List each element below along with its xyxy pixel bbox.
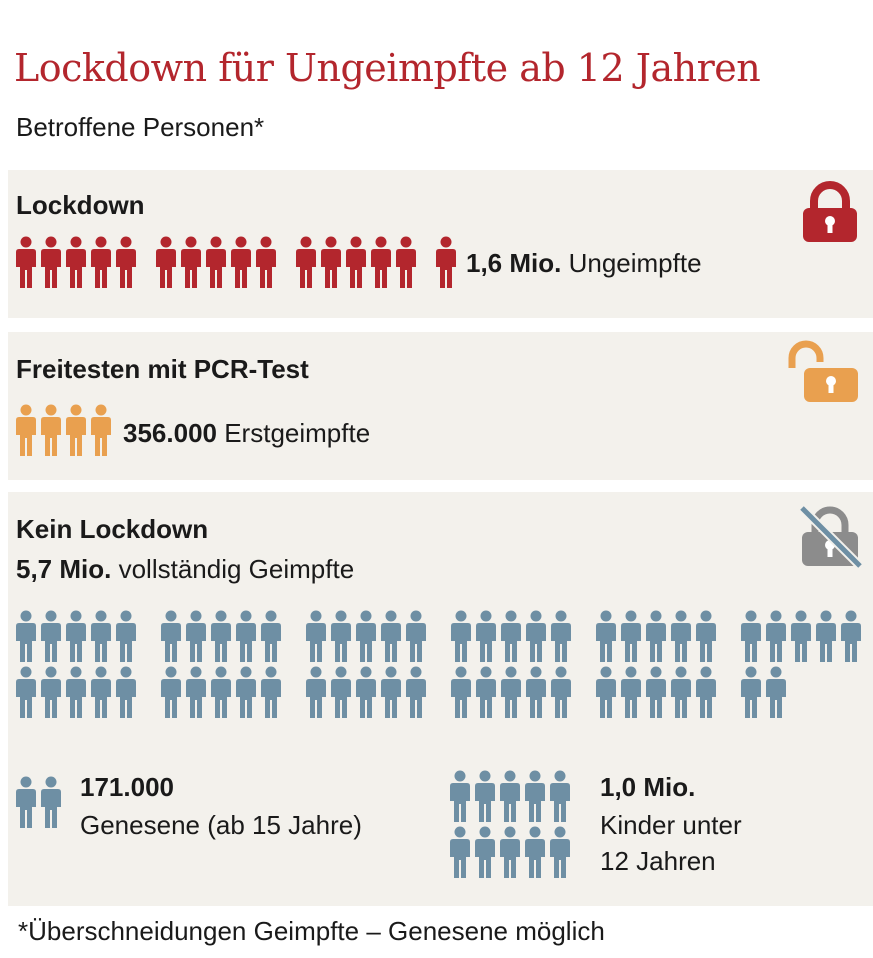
vaccinated-person-icon — [501, 610, 521, 662]
vaccinated-person-icon — [451, 666, 471, 718]
lockdown-person-icon — [66, 236, 86, 288]
child-person-icon — [475, 826, 495, 878]
genesene-value: 171.000 — [80, 772, 174, 802]
vaccinated-person-icon — [551, 610, 571, 662]
child-person-icon — [450, 770, 470, 822]
vaccinated-person-icon — [236, 666, 256, 718]
vaccinated-person-icon — [476, 666, 496, 718]
vaccinated-person-icon — [741, 666, 761, 718]
lockdown-person-icon — [16, 236, 36, 288]
free-headline-value: 5,7 Mio. — [16, 554, 112, 584]
vaccinated-person-icon — [211, 610, 231, 662]
vaccinated-person-icon — [66, 610, 86, 662]
lockdown-value-line — [466, 248, 702, 279]
child-person-icon — [525, 826, 545, 878]
vaccinated-person-icon — [356, 610, 376, 662]
lockdown-person-icon — [206, 236, 226, 288]
vaccinated-person-icon — [526, 610, 546, 662]
pcr-person-icon — [16, 404, 36, 456]
child-person-icon — [500, 826, 520, 878]
vaccinated-person-icon — [596, 610, 616, 662]
vaccinated-person-icon — [621, 610, 641, 662]
vaccinated-person-icon — [406, 666, 426, 718]
pcr-heading: Freitesten mit PCR-Test — [16, 354, 309, 384]
recovered-person-icon — [16, 776, 36, 828]
vaccinated-person-icon — [261, 666, 281, 718]
genesene-text — [80, 772, 174, 803]
child-person-icon — [500, 770, 520, 822]
vaccinated-person-icon — [841, 610, 861, 662]
vaccinated-person-icon — [116, 666, 136, 718]
vaccinated-person-icon — [331, 666, 351, 718]
vaccinated-person-icon — [66, 666, 86, 718]
vaccinated-person-icon — [261, 610, 281, 662]
vaccinated-person-icon — [116, 610, 136, 662]
vaccinated-person-icon — [741, 610, 761, 662]
vaccinated-person-icon — [306, 610, 326, 662]
pcr-person-icon — [41, 404, 61, 456]
lockdown-person-icon — [181, 236, 201, 288]
vaccinated-person-icon — [41, 666, 61, 718]
child-person-icon — [550, 826, 570, 878]
lockdown-person-icon — [156, 236, 176, 288]
footnote: *Überschneidungen Geimpfte – Genesene möglich — [18, 916, 605, 946]
pcr-label: Erstgeimpfte — [224, 418, 371, 448]
vaccinated-person-icon — [161, 666, 181, 718]
vaccinated-person-icon — [476, 610, 496, 662]
lockdown-heading: Lockdown — [16, 190, 145, 220]
open-lock-icon — [784, 338, 860, 404]
closed-lock-icon — [801, 180, 859, 244]
vaccinated-person-icon — [161, 610, 181, 662]
vaccinated-person-icon — [646, 610, 666, 662]
kinder-label-line-2: 12 Jahren — [600, 846, 716, 876]
lockdown-person-icon — [346, 236, 366, 288]
lockdown-person-icon — [321, 236, 341, 288]
vaccinated-person-icon — [526, 666, 546, 718]
vaccinated-person-icon — [696, 610, 716, 662]
vaccinated-person-icon — [331, 610, 351, 662]
vaccinated-person-icon — [646, 666, 666, 718]
vaccinated-person-icon — [501, 666, 521, 718]
lockdown-person-icon — [296, 236, 316, 288]
free-headline-label: vollständig Geimpfte — [118, 554, 355, 584]
child-person-icon — [475, 770, 495, 822]
vaccinated-person-icon — [671, 610, 691, 662]
lockdown-person-icon — [116, 236, 136, 288]
vaccinated-person-icon — [696, 666, 716, 718]
lockdown-person-icon — [41, 236, 61, 288]
vaccinated-person-icon — [766, 610, 786, 662]
vaccinated-person-icon — [306, 666, 326, 718]
free-headline — [16, 554, 354, 585]
child-person-icon — [550, 770, 570, 822]
lockdown-person-icon — [256, 236, 276, 288]
pcr-value-line — [123, 418, 370, 449]
vaccinated-person-icon — [596, 666, 616, 718]
lockdown-person-icon — [371, 236, 391, 288]
page-title: Lockdown für Ungeimpfte ab 12 Jahren — [14, 46, 761, 90]
child-person-icon — [525, 770, 545, 822]
vaccinated-person-icon — [381, 666, 401, 718]
vaccinated-person-icon — [551, 666, 571, 718]
vaccinated-person-icon — [91, 666, 111, 718]
lockdown-person-icon — [91, 236, 111, 288]
child-person-icon — [450, 826, 470, 878]
pcr-panel — [8, 332, 873, 480]
pcr-value: 356.000 — [123, 418, 217, 448]
crossed-lock-icon — [798, 502, 864, 572]
kinder-value: 1,0 Mio. — [600, 772, 696, 802]
vaccinated-person-icon — [186, 610, 206, 662]
free-heading: Kein Lockdown — [16, 514, 209, 544]
vaccinated-person-icon — [621, 666, 641, 718]
vaccinated-person-icon — [816, 610, 836, 662]
lockdown-panel — [8, 170, 873, 318]
vaccinated-person-icon — [791, 610, 811, 662]
vaccinated-person-icon — [671, 666, 691, 718]
lockdown-value: 1,6 Mio. — [466, 248, 562, 278]
vaccinated-person-icon — [381, 610, 401, 662]
lockdown-label: Ungeimpfte — [568, 248, 702, 278]
vaccinated-person-icon — [451, 610, 471, 662]
vaccinated-person-icon — [406, 610, 426, 662]
vaccinated-person-icon — [211, 666, 231, 718]
vaccinated-person-icon — [16, 610, 36, 662]
vaccinated-person-icon — [766, 666, 786, 718]
lockdown-person-icon — [436, 236, 456, 288]
vaccinated-person-icon — [16, 666, 36, 718]
lockdown-person-icon — [396, 236, 416, 288]
vaccinated-person-icon — [91, 610, 111, 662]
recovered-person-icon — [41, 776, 61, 828]
vaccinated-person-icon — [356, 666, 376, 718]
pcr-person-icon — [91, 404, 111, 456]
genesene-label: Genesene (ab 15 Jahre) — [80, 810, 362, 840]
free-panel — [8, 492, 873, 906]
vaccinated-person-icon — [186, 666, 206, 718]
page-subtitle: Betroffene Personen* — [16, 112, 265, 142]
vaccinated-person-icon — [41, 610, 61, 662]
kinder-label-line-1: Kinder unter — [600, 810, 742, 840]
pcr-person-icon — [66, 404, 86, 456]
vaccinated-person-icon — [236, 610, 256, 662]
kinder-text — [600, 772, 695, 803]
lockdown-person-icon — [231, 236, 251, 288]
